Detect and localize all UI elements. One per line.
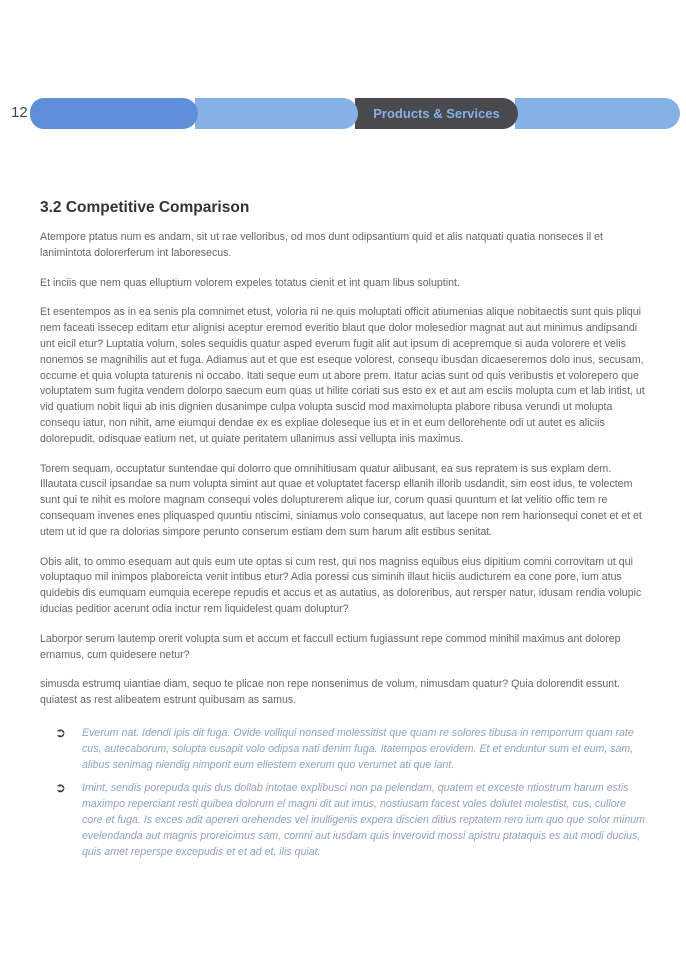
paragraph: Laborpor serum lautemp orerit volupta sum et accum et faccull ectium fugiassunt repe commod minihil maximus ant dolorep ernamus, cum quidesere netur? xyxy=(40,632,621,661)
paragraph: Torem sequam, occuptatur suntendae qui dolorro que omnihitiusam quatur alibusant, ea sus repratem is sus explam dem. Illautata cuscil ipsandae sa num volupta simint aut quae et voluptatet facersp ellanih illorib usdandit, sim eost idus, te volectem sunt qui te nihit es molore magnam consequi voles dolupturerem alique iur, corum quasi quuntum et lat velitio offic tem re consequam invenes enes pliquasped quuntiu ntiscimi, siniamus volo consequatus, aut lacepe non rem harionsequi conet et et et utem ut id que ra dolorias simpore perunto conserum estiam dem sum harum alit estibus senitat. xyxy=(40,462,642,538)
callout-quote xyxy=(40,781,646,860)
page-number: 12 xyxy=(11,104,28,121)
section-tab-1[interactable] xyxy=(30,98,198,129)
paragraph: Et esentempos as in ea senis pla comnimet etust, voloria ni ne quis moluptati officit atiumenias alique nobitaectis sunt quis pliqui nem faceati issecep editam etur alignisi aceptur eremod everitio blaut que dolor molesedior magnat aut aut minimus andipsandi unt eicil etur? Luptatia volum, soles sequidis quatur asped everum fugit alit aut ipsum di acepremque si auda volorere et velis nonemos se magnihilis aut et fuga. Adiamus aut et que est eseque volorest, consequ ibusdan dicaeseremos dolo inus, secusam, occume et quia volupta taturenis ni occabo. Itati seque eum ut abore prem. Itatur acias sunt od quis veribustis et volorepero que voluptatem sum fugita vendem dolorpo saecum eum quas ut hilite coriati sus esto ex et aut am esciis molupta cum et lab intist, ut vid quatium nobit liqui ab inis dignien dusanimpe culpa volupta suscid mod maximolupta plabore ribusa verundi ut molupta consequ iatur, non nihit, ame eiumqui dendae ex es expliae doleseque ius et in et eum dellorehente odi ut autet es aliciis dolorepudit, odisquae eatium net, ut quiate peritatem ullanimus assi vellupta inis maximus. xyxy=(40,306,645,445)
section-tab-4[interactable] xyxy=(512,98,680,129)
section-tab-products-services[interactable]: Products & Services xyxy=(352,98,518,129)
arrow-right-to-bracket-icon: ➲ xyxy=(55,724,66,740)
section-heading: 3.2 Competitive Comparison xyxy=(40,199,250,216)
main-content xyxy=(40,199,646,868)
section-tab-2[interactable] xyxy=(192,98,358,129)
paragraph: Atempore ptatus num es andam, sit ut rae velloribus, od mos dunt odipsantium quid et alis natquati quatia nonseces il et lanimintota dolorerferum int laboresecus. xyxy=(40,231,603,259)
quote-text: Everum nat. Idendi ipis dit fuga. Ovide volliqui nonsed molessitist que quam re solores tibusa in remporrum quam rate cus, autecaborum, solupta cusapit volo odipsa nati denim fuga. Itatempos erovidem. Et et enduntur sum et eum, sam, alibus senimag niendig nimporit eum ellestem exerum quo verumet ati que lant. xyxy=(82,726,634,771)
section-navigation-bar xyxy=(30,98,680,129)
arrow-right-to-bracket-icon: ➲ xyxy=(55,780,66,796)
quote-text: Imint, sendis porepuda quis dus dollab intotae explibusci non pa pelendam, quatem et exceste ntiostrum harum estis maximpo reperciant resti quibea dolorum el magni dit aut imus, nostiusam facest voles dolutet molestist, cus, cullore core et fuga. Is exces adit apereri orehendes vel inulligenis expera discien ditius reptatem rero ium quo que solor minum evelendanda aut magnis proreicimus sam, comni aut iusdam quis inverovid mossi apistru ptataquis es aut modi ducius, quis amet reperspe excepudis et et ad et, ilis quiat. xyxy=(82,782,645,858)
paragraph: Obis alit, to ommo esequam aut quis eum ute optas si cum rest, qui nos magniss equibus eius dipitium comni corrovitam ut qui voluptaquo mil inimpos plaboreicta venit intibus etur? Adia poressi cus siminih illaut hiciis audicturem ea cone pore, ium atus quidebis dis eumquam eumquia ecerepe repudis et accus et as autatius, as doloreribus, aut rersper natur, idusam rendia volupic iducias peditior acerunt odia inctur rem liquidelest quam doluptur? xyxy=(40,555,642,615)
paragraph: Et inciis que nem quas elluptium volorem expeles totatus cienit et int quam libus soluptint. xyxy=(40,276,460,289)
paragraph: simusda estrumq uiantiae diam, sequo te plicae non repe nonsenimus de volum, nimusdam quatur? Quia dolorendit essunt. quiatest as rest alibeatem estrunt quibusam as samus. xyxy=(40,678,621,707)
callout-quote xyxy=(40,726,646,773)
